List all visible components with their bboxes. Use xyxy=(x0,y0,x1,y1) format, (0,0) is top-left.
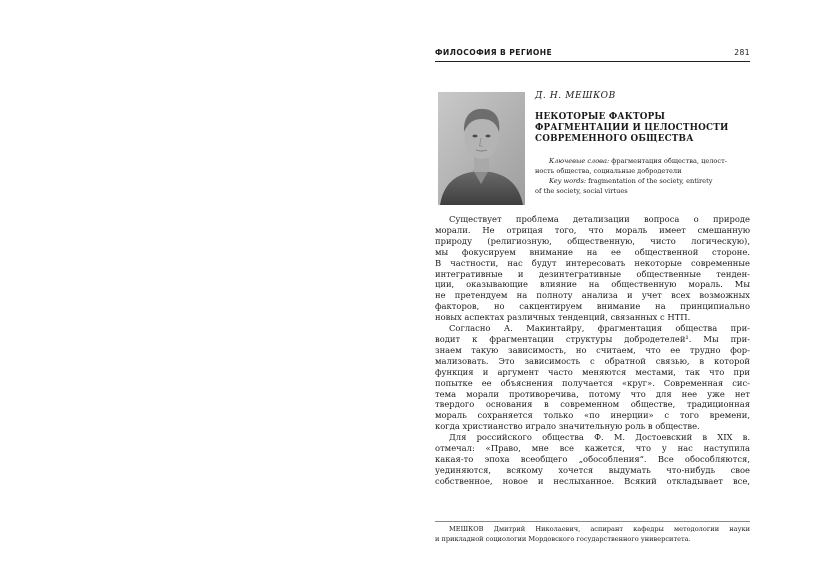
body-line: функция и аргумент часто меняются местами, так что при xyxy=(435,366,750,377)
page-number: 281 xyxy=(734,48,750,57)
author-footnote xyxy=(435,524,750,544)
body-line: знаем такую зависимость, но считаем, что ее трудно фор- xyxy=(435,344,750,355)
keywords-ru-text: фрагментация общества, целост- xyxy=(609,157,727,165)
body-line: какая-то эпоха всеобщего „обособления“. Все обособляются, xyxy=(435,453,750,464)
section-title: ФИЛОСОФИЯ В РЕГИОНЕ xyxy=(435,48,553,57)
body-line: Существует проблема детализации вопроса о природе xyxy=(449,214,750,224)
footnote-line: МЕШКОВ Дмитрий Николаевич, аспирант кафедры методологии науки xyxy=(449,525,750,533)
article-title xyxy=(535,112,750,145)
body-line: когда христианство играло значительную роль в обществе. xyxy=(435,421,700,432)
body-line: мализовать. Это зависимость с обратной связью, в которой xyxy=(435,355,750,366)
body-line: морали. Не отрицая того, что мораль имеет смешанную xyxy=(435,224,750,235)
body-line: ции, оказывающие влияние на общественную мораль. Мы xyxy=(435,279,750,290)
body-line: В частности, нас будут интересовать некоторые современные xyxy=(435,257,750,268)
keywords-ru-line: ность общества, социальные добродетели xyxy=(535,167,682,175)
body-line: тема морали противоречива, потому что для нее уже нет xyxy=(435,388,750,399)
footnote-divider xyxy=(435,521,750,522)
keywords-en-line xyxy=(435,176,750,186)
running-head xyxy=(435,47,750,62)
body-line: уединяются, всякому хочется выдумать что-нибудь свое xyxy=(435,464,750,475)
body-line: Для российского общества Ф. М. Достоевский в XIX в. xyxy=(449,432,750,443)
keywords-en-line: of the society, social virtues xyxy=(535,187,628,195)
keywords-ru-line xyxy=(435,156,750,166)
keywords-ru-label: Ключевые слова: xyxy=(549,157,610,165)
keywords-en-text: fragmentation of the society, entirety xyxy=(586,177,713,185)
article-page xyxy=(435,40,750,543)
keywords-block xyxy=(435,156,750,196)
body-line: новых аспектах различных тенденций, связанных с НТП. xyxy=(435,312,691,323)
body-line: собственное, новое и неслыханное. Всякий откладывает все, xyxy=(435,475,750,486)
body-line: твердого основания в современном обществе, традиционная xyxy=(435,399,750,410)
body-line: Согласно А. Макинтайру, фрагментация общества при- xyxy=(449,323,750,334)
body-line: водит к фрагментации структуры добродетелей¹. Мы при- xyxy=(435,333,750,344)
body-line: мораль сохраняется только «по инерции» с того времени, xyxy=(435,410,750,421)
body-line: мы фокусируем внимание на ее общественной стороне. xyxy=(435,246,750,257)
author-name: Д. Н. МЕШКОВ xyxy=(535,91,616,101)
body-line: не претендуем на полноту анализа и учет всех возможных xyxy=(435,290,750,301)
body-line: факторов, но сакцентируем внимание на принципиально xyxy=(435,301,750,312)
body-line: попытке ее объяснения получается «круг». Современная сис- xyxy=(435,377,750,388)
keywords-en-label: Key words: xyxy=(549,177,587,185)
article-title-line: ФРАГМЕНТАЦИИ И ЦЕЛОСТНОСТИ xyxy=(535,123,729,133)
footnote-line: и прикладной социологии Мордовского государственного университета. xyxy=(435,535,691,543)
body-line: интегративные и дезинтегративные общественные тенден- xyxy=(435,268,750,279)
article-title-line: СОВРЕМЕННОГО ОБЩЕСТВА xyxy=(535,134,694,144)
body-line: природу (религиозную, общественную, чисто логическую), xyxy=(435,235,750,246)
body-text xyxy=(435,214,750,487)
body-line: отмечал: «Право, мне все кажется, что у нас наступила xyxy=(435,443,750,454)
article-title-line: НЕКОТОРЫЕ ФАКТОРЫ xyxy=(535,112,666,122)
